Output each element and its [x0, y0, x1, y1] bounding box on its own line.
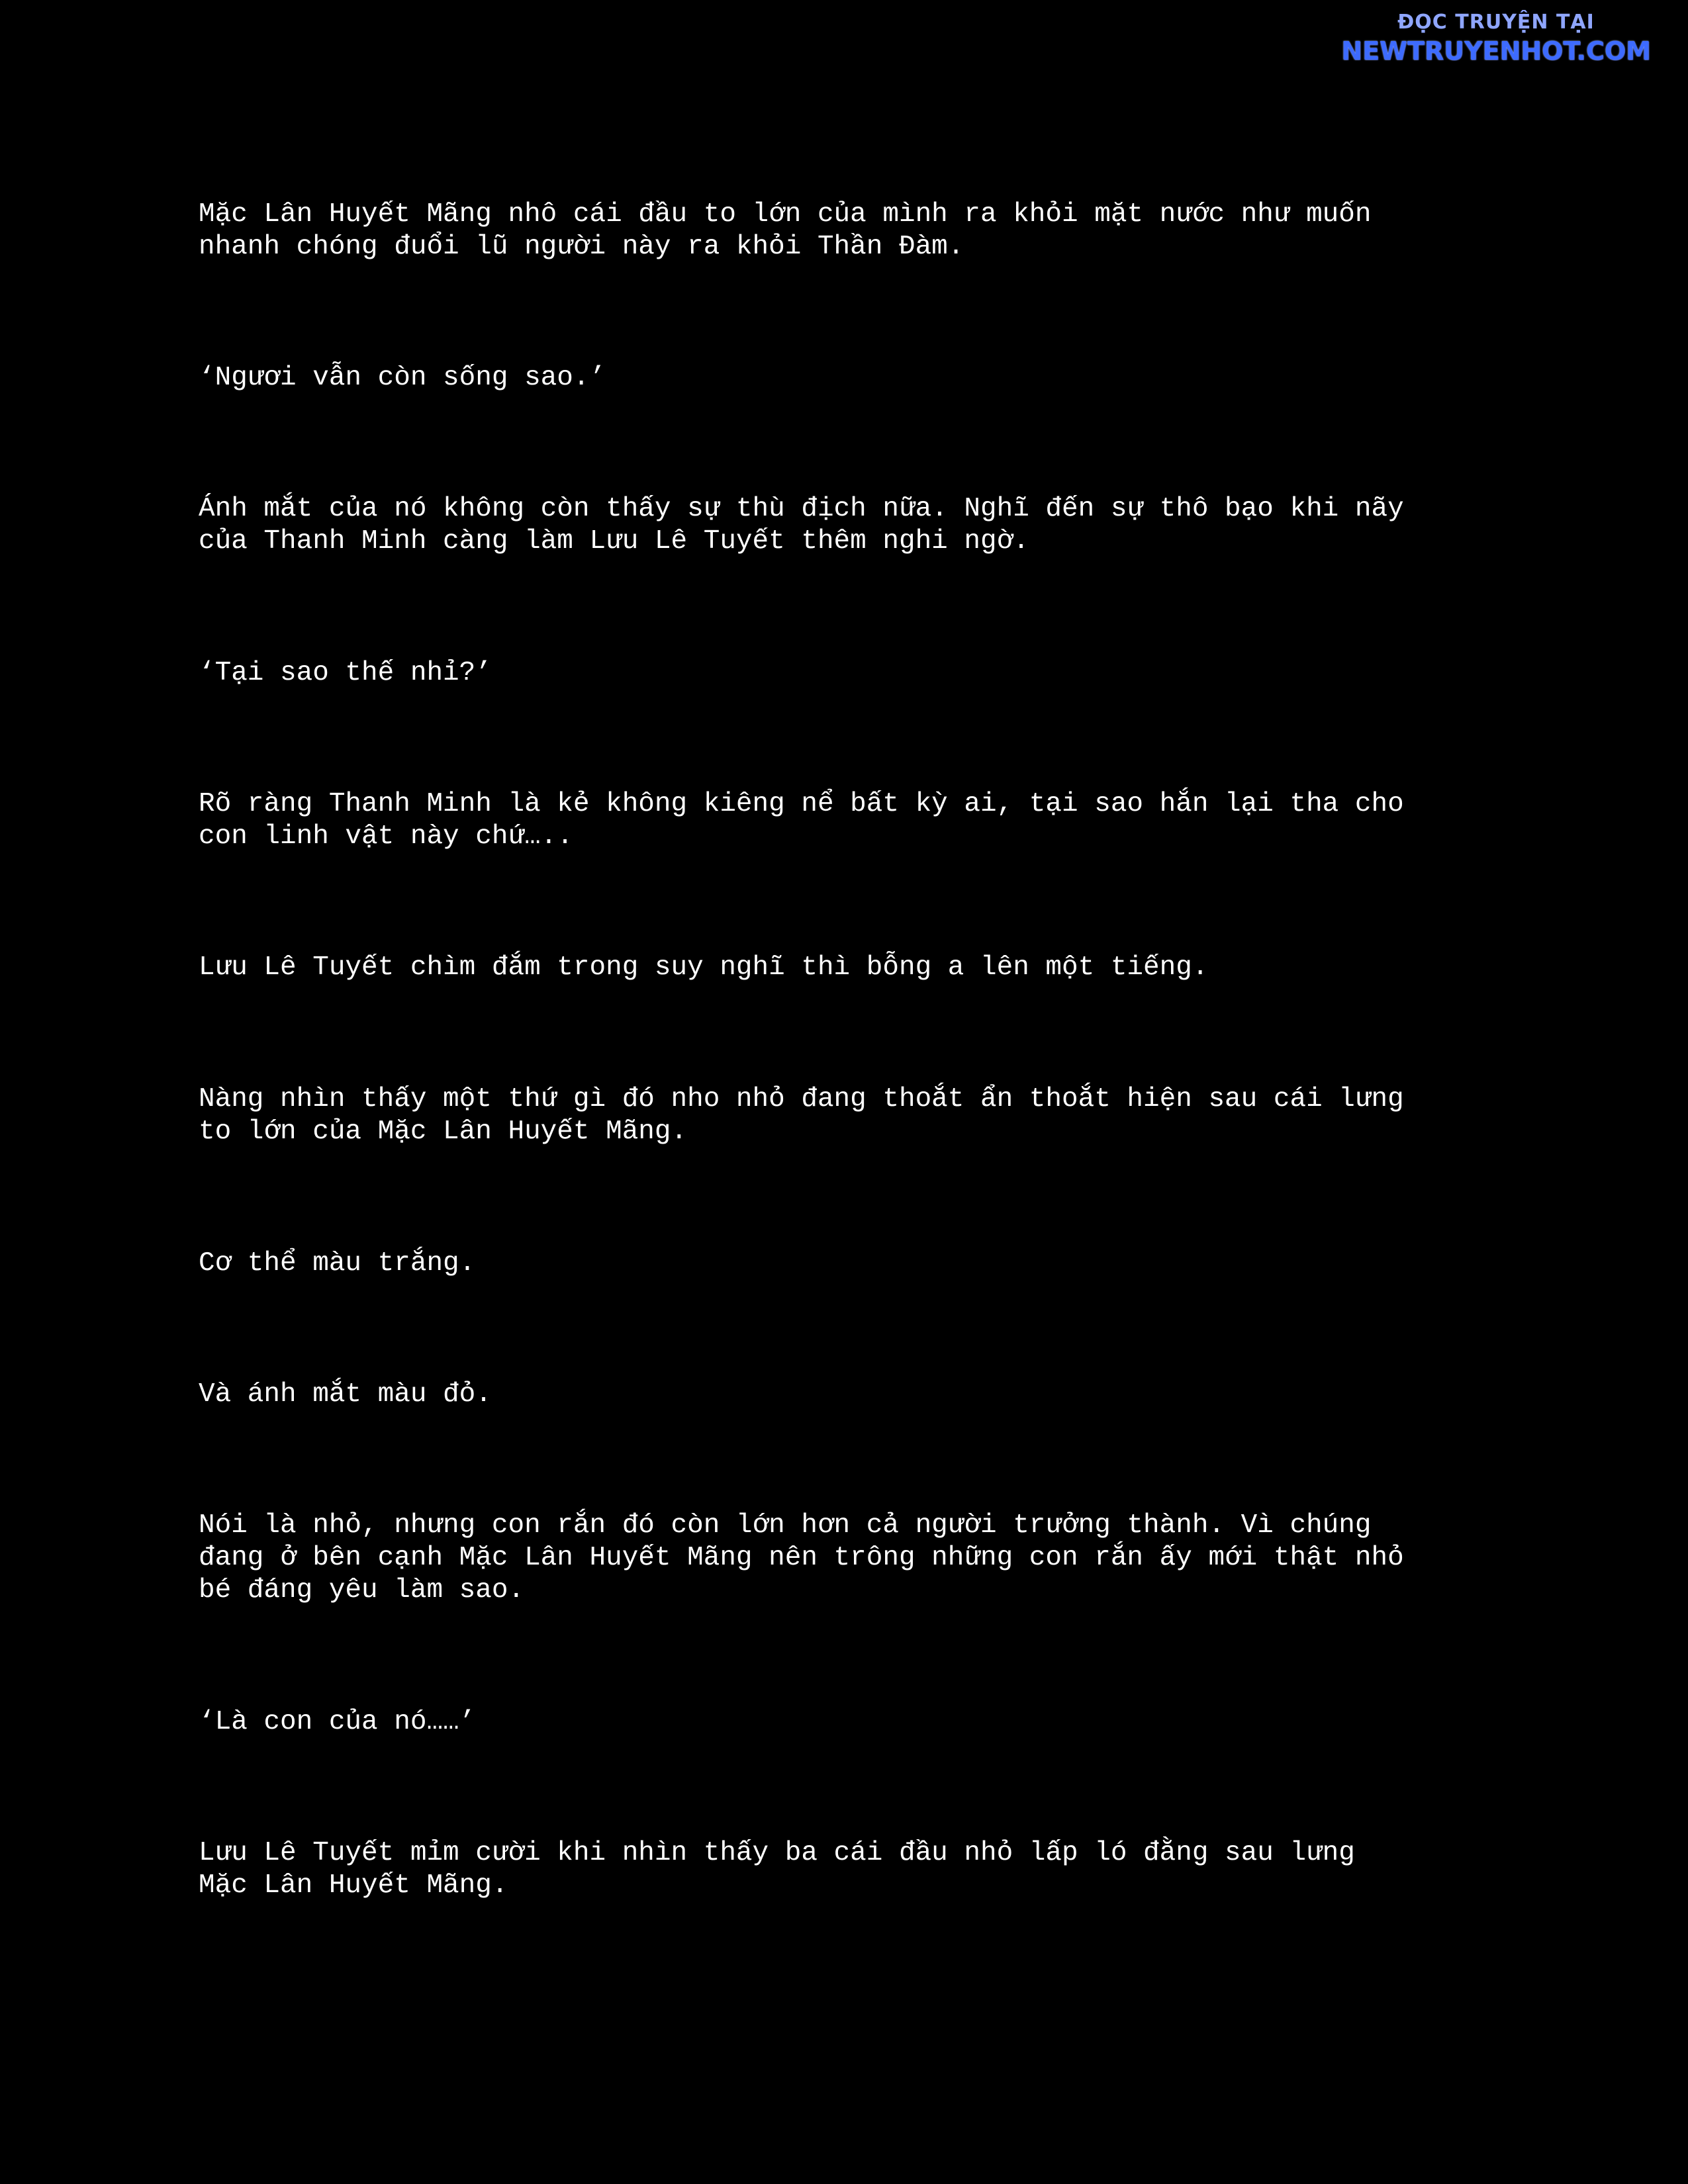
paragraph-4: ‘Tại sao thế nhỉ?’ [199, 658, 492, 688]
paragraph-7: Nàng nhìn thấy một thứ gì đó nho nhỏ đang thoắt ẩn thoắt hiện sau cái lưng to lớn của Mặc Lân Huyết Mãng. [199, 1084, 1404, 1147]
watermark-line-1: ĐỌC TRUYỆN TẠI [1397, 11, 1595, 34]
paragraph-5: Rõ ràng Thanh Minh là kẻ không kiêng nể bất kỳ ai, tại sao hắn lại tha cho con linh vật này chứ….. [199, 789, 1404, 852]
paragraph-1: Mặc Lân Huyết Mãng nhô cái đầu to lớn của mình ra khỏi mặt nước như muốn nhanh chóng đuổi lũ người này ra khỏi Thần Đàm. [199, 199, 1372, 262]
paragraph-9: Và ánh mắt màu đỏ. [199, 1379, 492, 1410]
paragraph-10: Nói là nhỏ, nhưng con rắn đó còn lớn hơn cả người trưởng thành. Vì chúng đang ở bên cạnh Mặc Lân Huyết Mãng nên trông những con rắn ấy mới thật nhỏ bé đáng yêu làm sao. [199, 1510, 1404, 1606]
paragraph-3: Ánh mắt của nó không còn thấy sự thù địch nữa. Nghĩ đến sự thô bạo khi nãy của Thanh Minh càng làm Lưu Lê Tuyết thêm nghi ngờ. [199, 494, 1404, 557]
watermark-line-2: NEWTRUYENHOT.COM [1341, 36, 1651, 66]
watermark-logo [1324, 9, 1668, 66]
paragraph-6: Lưu Lê Tuyết chìm đắm trong suy nghĩ thì bỗng a lên một tiếng. [199, 952, 1209, 983]
paragraph-8: Cơ thể màu trắng. [199, 1248, 476, 1279]
paragraph-11: ‘Là con của nó……’ [199, 1707, 476, 1737]
paragraph-12: Lưu Lê Tuyết mỉm cười khi nhìn thấy ba cái đầu nhỏ lấp ló đằng sau lưng Mặc Lân Huyết Mãng. [199, 1838, 1355, 1901]
paragraph-2: ‘Ngươi vẫn còn sống sao.’ [199, 363, 606, 393]
